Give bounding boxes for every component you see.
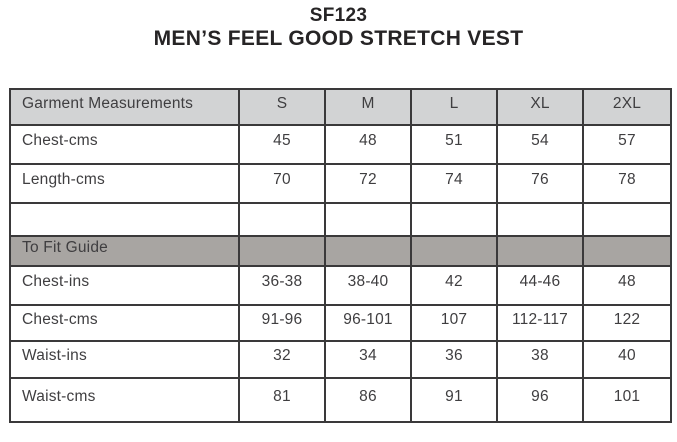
table-row-waist-ins (10, 341, 671, 378)
column-header-size-s: S (239, 89, 325, 125)
measurement-value-cell: 112-117 (497, 305, 583, 341)
measurement-value-cell: 96 (497, 378, 583, 422)
measurement-value-cell: 54 (497, 125, 583, 164)
section-cell (583, 236, 671, 266)
measurement-value-cell: 48 (583, 266, 671, 305)
measurement-label-cell: Chest-cms (10, 125, 239, 164)
measurement-value-cell: 38 (497, 341, 583, 378)
size-chart-table (9, 88, 672, 423)
measurement-value-cell: 42 (411, 266, 497, 305)
table-row-to-fit-guide-section (10, 236, 671, 266)
measurement-value-cell: 74 (411, 164, 497, 203)
empty-cell (325, 203, 411, 236)
measurement-value-cell: 38-40 (325, 266, 411, 305)
measurement-value-cell: 72 (325, 164, 411, 203)
measurement-label-cell: Waist-ins (10, 341, 239, 378)
column-header-garment-measurements: Garment Measurements (10, 89, 239, 125)
measurement-value-cell: 78 (583, 164, 671, 203)
table-row-chest-ins (10, 266, 671, 305)
product-name: MEN’S FEEL GOOD STRETCH VEST (153, 27, 524, 50)
measurement-value-cell: 57 (583, 125, 671, 164)
column-header-size-l: L (411, 89, 497, 125)
measurement-label-cell: Chest-ins (10, 266, 239, 305)
column-header-size-xl: XL (497, 89, 583, 125)
measurement-value-cell: 81 (239, 378, 325, 422)
section-cell (411, 236, 497, 266)
measurement-value-cell: 96-101 (325, 305, 411, 341)
title-block (0, 0, 677, 51)
section-cell (239, 236, 325, 266)
table-row-spacer (10, 203, 671, 236)
measurement-value-cell: 51 (411, 125, 497, 164)
empty-cell (239, 203, 325, 236)
measurement-value-cell: 45 (239, 125, 325, 164)
measurement-value-cell: 48 (325, 125, 411, 164)
measurement-value-cell: 40 (583, 341, 671, 378)
measurement-value-cell: 70 (239, 164, 325, 203)
table-row-waist-cms (10, 378, 671, 422)
measurement-label-cell: Waist-cms (10, 378, 239, 422)
measurement-label-cell: Length-cms (10, 164, 239, 203)
measurement-value-cell: 107 (411, 305, 497, 341)
table-row-length-cms (10, 164, 671, 203)
measurement-value-cell: 91 (411, 378, 497, 422)
table-row-chest-cms-fit (10, 305, 671, 341)
measurement-value-cell: 91-96 (239, 305, 325, 341)
section-label-cell: To Fit Guide (10, 236, 239, 266)
section-cell (325, 236, 411, 266)
empty-cell (497, 203, 583, 236)
measurement-value-cell: 101 (583, 378, 671, 422)
product-code: SF123 (309, 5, 368, 26)
table-row-chest-cms-garment (10, 125, 671, 164)
column-header-size-2xl: 2XL (583, 89, 671, 125)
measurement-value-cell: 36 (411, 341, 497, 378)
column-header-size-m: M (325, 89, 411, 125)
empty-cell (10, 203, 239, 236)
measurement-value-cell: 86 (325, 378, 411, 422)
measurement-label-cell: Chest-cms (10, 305, 239, 341)
measurement-value-cell: 122 (583, 305, 671, 341)
measurement-value-cell: 36-38 (239, 266, 325, 305)
measurement-value-cell: 76 (497, 164, 583, 203)
measurement-value-cell: 32 (239, 341, 325, 378)
table-header-row (10, 89, 671, 125)
empty-cell (411, 203, 497, 236)
empty-cell (583, 203, 671, 236)
measurement-value-cell: 34 (325, 341, 411, 378)
section-cell (497, 236, 583, 266)
measurement-value-cell: 44-46 (497, 266, 583, 305)
